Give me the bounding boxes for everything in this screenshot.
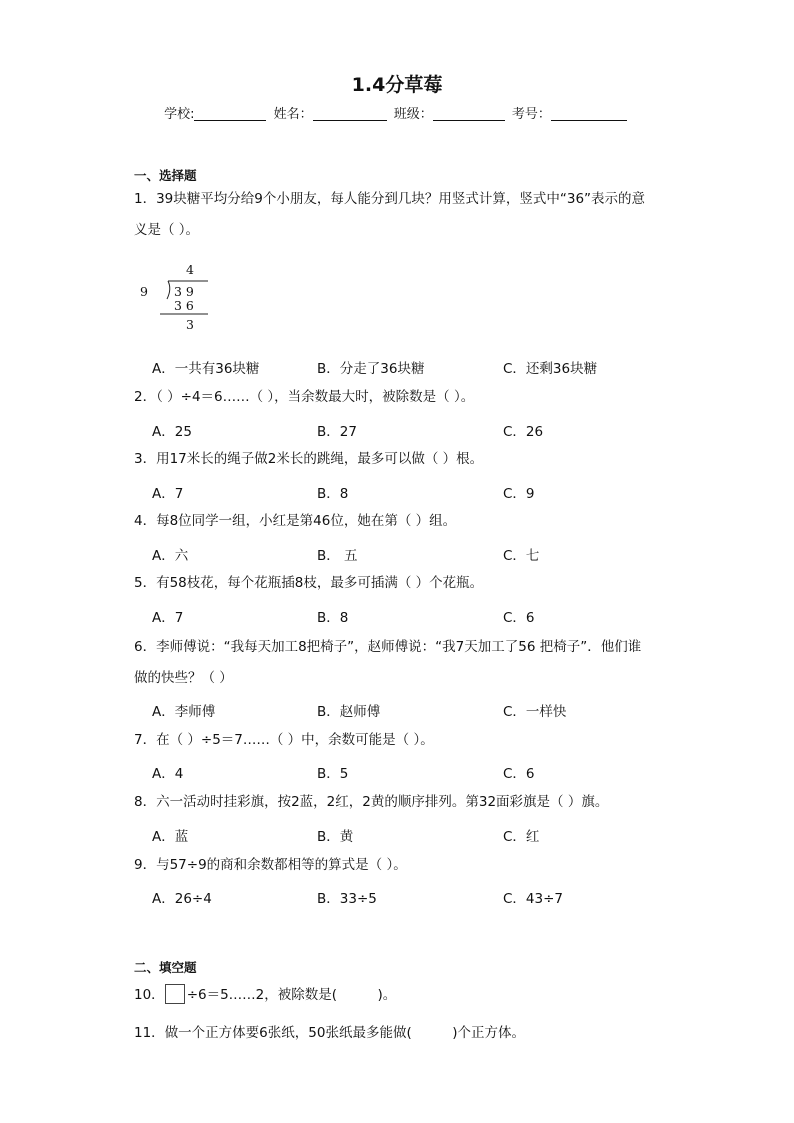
- option-a[interactable]: A．4: [152, 766, 184, 782]
- option-a[interactable]: A．一共有36块糖: [152, 361, 260, 377]
- school-label: 学校:: [164, 107, 195, 122]
- option-b[interactable]: B．黄: [317, 829, 354, 845]
- question-line: 做的快些？（ ）: [134, 670, 233, 686]
- question-5: [134, 568, 664, 599]
- long-division-figure: [140, 262, 220, 337]
- option-a[interactable]: A．25: [152, 424, 192, 440]
- name-label: 姓名：: [273, 107, 313, 122]
- options-q4: [0, 544, 794, 566]
- name-blank[interactable]: [313, 106, 387, 121]
- option-c[interactable]: C．43÷7: [503, 891, 564, 907]
- option-a[interactable]: A．26÷4: [152, 891, 212, 907]
- option-b[interactable]: B．赵师傅: [317, 704, 381, 720]
- class-label: 班级：: [393, 107, 433, 122]
- question-3: [134, 444, 664, 475]
- option-a[interactable]: A．7: [152, 610, 184, 626]
- class-blank[interactable]: [433, 106, 505, 121]
- options-q7: [0, 762, 794, 784]
- section-choice-title: 一、选择题: [134, 168, 197, 183]
- question-4: [134, 506, 664, 537]
- section-fill-title: 二、填空题: [134, 960, 197, 975]
- division-bracket: [140, 262, 220, 337]
- question-text: ÷6＝5……2，被除数是( )。: [186, 987, 397, 1003]
- options-q5: [0, 606, 794, 628]
- question-2: [134, 382, 664, 413]
- options-q9: [0, 887, 794, 909]
- question-6: [134, 632, 664, 694]
- question-number: 10．: [134, 987, 165, 1003]
- option-b[interactable]: B． 五: [317, 548, 358, 564]
- id-label: 考号：: [511, 107, 551, 122]
- partial-product: 3 6: [174, 298, 194, 313]
- divisor: 9: [140, 284, 148, 299]
- question-line: 5．有58枝花，每个花瓶插8枝，最多可插满（ ）个花瓶。: [134, 575, 484, 591]
- option-a[interactable]: A．蓝: [152, 829, 189, 845]
- option-a[interactable]: A．李师傅: [152, 704, 216, 720]
- answer-box[interactable]: [165, 984, 185, 1004]
- page-title: 1.4分草莓: [351, 74, 443, 96]
- option-c[interactable]: C．还剩36块糖: [503, 361, 598, 377]
- options-q8: [0, 825, 794, 847]
- question-11: [134, 1018, 664, 1049]
- question-8: [134, 787, 664, 818]
- question-7: [134, 725, 664, 756]
- id-blank[interactable]: [551, 106, 627, 121]
- student-info-row: [0, 103, 794, 122]
- option-b[interactable]: B．5: [317, 766, 349, 782]
- option-c[interactable]: C．红: [503, 829, 540, 845]
- option-c[interactable]: C．6: [503, 610, 535, 626]
- option-b[interactable]: B．33÷5: [317, 891, 377, 907]
- option-c[interactable]: C．一样快: [503, 704, 567, 720]
- option-b[interactable]: B．8: [317, 610, 349, 626]
- question-line: 2．（ ）÷4＝6……（ ），当余数最大时，被除数是（ ）。: [134, 389, 475, 405]
- option-c[interactable]: C．26: [503, 424, 544, 440]
- options-q6: [0, 700, 794, 722]
- option-c[interactable]: C．七: [503, 548, 540, 564]
- school-blank[interactable]: [194, 106, 266, 121]
- option-b[interactable]: B．27: [317, 424, 357, 440]
- question-line: 1．39块糖平均分给9个小朋友，每人能分到几块？用竖式计算，竖式中“36”表示的意: [134, 191, 646, 207]
- question-text: 做一个正方体要6张纸，50张纸最多能做( )个正方体。: [164, 1025, 525, 1041]
- options-q2: [0, 420, 794, 442]
- question-line: 9．与57÷9的商和余数都相等的算式是（ ）。: [134, 857, 407, 873]
- dividend: 3 9: [174, 284, 194, 299]
- remainder: 3: [186, 317, 194, 332]
- option-b[interactable]: B．分走了36块糖: [317, 361, 425, 377]
- question-10: [134, 980, 664, 1011]
- option-a[interactable]: A．7: [152, 486, 184, 502]
- option-b[interactable]: B．8: [317, 486, 349, 502]
- question-line: 3．用17米长的绳子做2米长的跳绳，最多可以做（ ）根。: [134, 451, 484, 467]
- options-q1: [0, 357, 794, 379]
- question-line: 8．六一活动时挂彩旗，按2蓝，2红，2黄的顺序排列。第32面彩旗是（ ）旗。: [134, 794, 609, 810]
- option-c[interactable]: C．9: [503, 486, 535, 502]
- question-line: 7．在（ ）÷5＝7……（ ）中，余数可能是（ ）。: [134, 732, 434, 748]
- question-1: [134, 184, 664, 246]
- question-line: 义是（ ）。: [134, 222, 200, 238]
- question-number: 11．: [134, 1025, 165, 1041]
- option-a[interactable]: A．六: [152, 548, 189, 564]
- question-line: 4．每8位同学一组，小红是第46位，她在第（ ）组。: [134, 513, 457, 529]
- quotient: 4: [186, 262, 194, 277]
- question-line: 6．李师傅说：“我每天加工8把椅子”，赵师傅说：“我7天加工了56 把椅子”．他们谁: [134, 639, 642, 655]
- options-q3: [0, 482, 794, 504]
- question-9: [134, 850, 664, 881]
- option-c[interactable]: C．6: [503, 766, 535, 782]
